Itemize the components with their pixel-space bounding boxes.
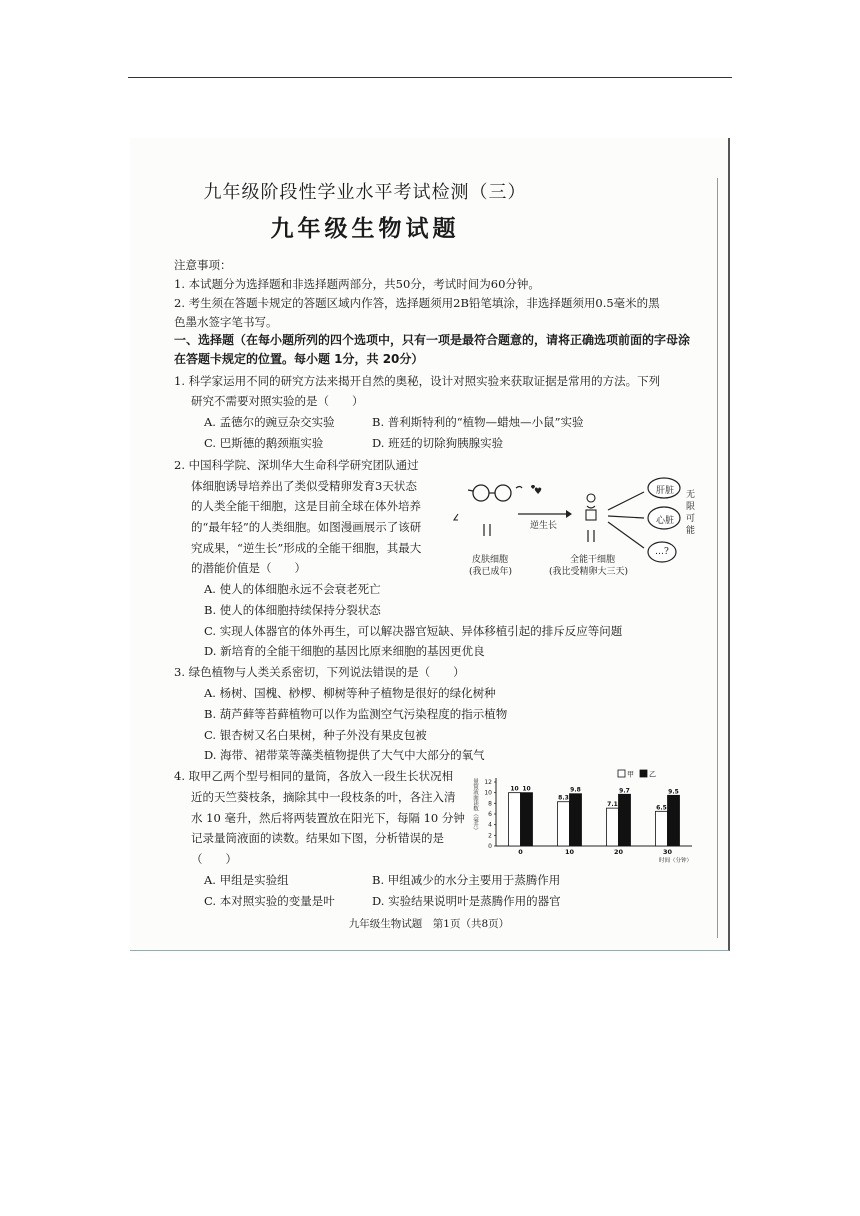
section-heading-1: 一、选择题（在每小题所列的四个选项中，只有一项是最符合题意的，请将正确选项前面的字母涂: [174, 333, 691, 347]
organ-label-liver: 肝脏: [656, 486, 675, 496]
q4-option-d: D. 实验结果说明叶是蒸腾作用的器官: [372, 894, 561, 908]
x-tick-label: 30: [662, 848, 673, 856]
data-label: 7.1: [607, 801, 618, 809]
data-label: 10: [510, 785, 519, 793]
note-2b: 色墨水签字笔书写。: [174, 315, 278, 329]
q3-option-a: A. 杨树、国槐、桫椤、柳树等种子植物是很好的绿化树种: [204, 686, 496, 700]
y-tick-label: 8: [488, 800, 492, 808]
legend-swatch-yi: [640, 770, 647, 777]
side-char-2: 限: [686, 502, 696, 512]
bar-jia: [509, 793, 521, 846]
y-tick-label: 4: [488, 821, 492, 829]
q1-option-c: C. 巴斯德的鹅颈瓶实验: [204, 436, 324, 450]
note-2a: 2. 考生须在答题卡规定的答题区域内作答，选择题须用2B铅笔填涂，非选择题须用0.5毫米的黑: [174, 296, 660, 310]
bar-jia: [558, 802, 570, 846]
q2-stem-4: 的“最年轻”的人类细胞。如图漫画展示了该研: [191, 520, 422, 534]
bar-yi: [619, 794, 631, 846]
x-axis-label: 时间（分钟）: [658, 858, 692, 864]
x-tick-label: 10: [564, 848, 575, 856]
skin-cell-note: (我已成年): [469, 567, 513, 577]
page-footer: 九年级生物试题 第1页（共8页）: [348, 918, 510, 930]
y-tick-label: 12: [484, 779, 492, 786]
x-tick-label: 0: [518, 848, 523, 856]
bar-yi: [521, 793, 533, 846]
q1-option-a: A. 孟德尔的豌豆杂交实验: [204, 415, 335, 429]
q1-option-d: D. 班廷的切除狗胰腺实验: [372, 436, 504, 450]
q4-stem-4: 记录量筒液面的读数。结果如下图，分析错误的是: [191, 831, 444, 845]
legend-swatch-jia: [618, 770, 625, 777]
q2-stem-1: 2. 中国科学院、深圳华大生命科学研究团队通过: [174, 458, 419, 472]
notes-heading: 注意事项：: [174, 258, 232, 272]
q1-stem-1: 1. 科学家运用不同的研究方法来揭开自然的奥秘，设计对照实验来获取证据是常用的方法。下列: [174, 374, 661, 388]
bar-jia: [607, 808, 619, 846]
q2-stem-5: 究成果，“逆生长”形成的全能干细胞，其最大: [191, 541, 422, 555]
organ-label-heart: 心脏: [656, 516, 675, 526]
data-label: 8.3: [558, 794, 569, 802]
stem-cell-note: (我比受精卵大三天): [549, 567, 629, 577]
q4-option-b: B. 甲组减少的水分主要用于蒸腾作用: [372, 873, 561, 887]
side-char-3: 可: [686, 514, 696, 524]
q2-stem-3: 的人类全能干细胞，这是目前全球在体外培养: [191, 499, 421, 513]
q2-stem-2: 体细胞诱导培养出了类似受精卵发育3天状态: [191, 479, 417, 493]
sub-title: 九年级阶段性学业水平考试检测（三）: [203, 182, 527, 203]
side-char-1: 无: [686, 490, 696, 500]
q2-option-a: A. 使人的体细胞永远不会衰老死亡: [204, 582, 381, 596]
q1-stem-2: 研究不需要对照实验的是（ ）: [191, 394, 364, 408]
organ-label-more: …?: [655, 547, 669, 557]
q2-option-b: B. 使人的体细胞持续保持分裂状态: [204, 603, 381, 617]
q3-option-c: C. 银杏树又名白果树，种子外没有果皮包被: [204, 728, 427, 742]
q4-stem-3: 水 10 毫升，然后将两装置放在阳光下，每隔 10 分钟: [191, 811, 465, 825]
page-title: 九年级生物试题: [270, 215, 460, 242]
side-char-4: 能: [686, 526, 696, 536]
q2-option-d: D. 新培育的全能干细胞的基因比原来细胞的基因更优良: [204, 644, 485, 658]
q2-option-c: C. 实现人体器官的体外再生，可以解决器官短缺、异体移植引起的排斥反应等问题: [204, 624, 623, 638]
q2-stem-6: 的潜能价值是（ ）: [191, 561, 306, 575]
x-tick-label: 20: [613, 848, 624, 856]
bar-yi: [668, 795, 680, 846]
data-label: 6.5: [656, 804, 667, 812]
top-rule: [128, 77, 732, 78]
stem-cell-label: 全能干细胞: [570, 555, 616, 565]
y-tick-label: 6: [488, 811, 492, 818]
note-1: 1. 本试题分为选择题和非选择题两部分，共50分，考试时间为60分钟。: [174, 277, 540, 291]
legend-label-jia: 甲: [627, 770, 634, 779]
y-tick-label: 10: [484, 789, 492, 797]
q1-option-b: B. 普利斯特利的“植物—蜡烛—小鼠”实验: [372, 415, 584, 429]
bar-jia: [656, 811, 668, 846]
arrow-label: 逆生长: [530, 521, 558, 531]
q4-stem-2: 近的天竺葵枝条，摘除其中一段枝条的叶，各注入清: [191, 790, 456, 804]
y-axis-label: 量筒液面读数（毫升）: [472, 778, 478, 833]
data-label: 10: [522, 785, 531, 793]
q4-option-c: C. 本对照实验的变量是叶: [204, 894, 335, 908]
bar-yi: [570, 794, 582, 846]
q4-bar-chart: [468, 766, 708, 866]
legend-label-yi: 乙: [649, 770, 656, 779]
svg-text:♥: ♥: [534, 487, 543, 497]
q4-stem-5: （ ）: [191, 852, 237, 866]
q3-stem: 3. 绿色植物与人类关系密切，下列说法错误的是（ ）: [174, 665, 465, 679]
skin-cell-label: 皮肤细胞: [472, 555, 509, 565]
q4-option-a: A. 甲组是实验组: [204, 873, 289, 887]
section-heading-2: 在答题卡规定的位置。每小题 1分，共 20分）: [174, 352, 424, 366]
y-tick-label: 2: [488, 832, 492, 840]
data-label: 9.5: [668, 788, 679, 796]
data-label: 9.8: [570, 786, 581, 794]
q3-option-d: D. 海带、裙带菜等藻类植物提供了大气中大部分的氧气: [204, 748, 485, 762]
data-label: 9.7: [619, 787, 630, 795]
q4-stem-1: 4. 取甲乙两个型号相同的量筒，各放入一段生长状况相: [174, 769, 454, 783]
y-tick-label: 0: [488, 843, 492, 850]
q3-option-b: B. 葫芦藓等苔藓植物可以作为监测空气污染程度的指示植物: [204, 707, 508, 721]
